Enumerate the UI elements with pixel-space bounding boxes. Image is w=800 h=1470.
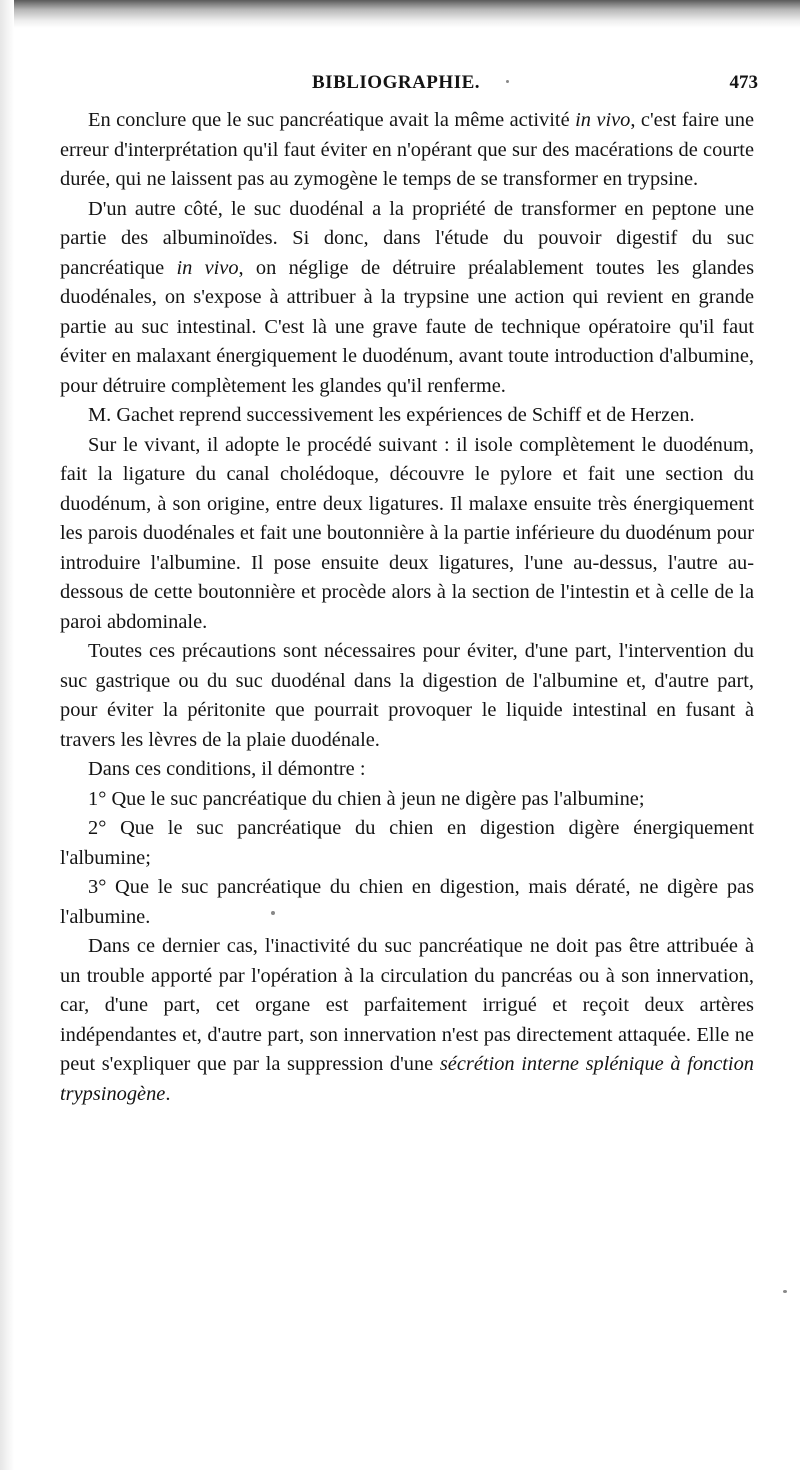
paragraph-3 <box>60 401 754 431</box>
paragraph-5-text: Toutes ces précautions sont nécessaires pour éviter, d'une part, l'intervention du suc gastrique ou du suc duodénal dans la digestion de l'albumine et, d'autre part, pour éviter la péritonite que pourrait provoquer le liquide intestinal en fusant à travers les lèvres de la plaie duodénale. <box>60 640 754 751</box>
scan-left-edge <box>0 0 14 1470</box>
paragraph-4 <box>60 431 754 638</box>
page-number: 473 <box>729 72 758 93</box>
paragraph-5 <box>60 637 754 755</box>
paragraph-2 <box>60 195 754 402</box>
running-title: BIBLIOGRAPHIE. <box>312 72 481 93</box>
paragraph-7-text-b: . <box>165 1082 171 1105</box>
paragraph-6 <box>60 755 754 785</box>
paragraph-7-text-a: Dans ce dernier cas, l'inactivité du suc pancréatique ne doit pas être attribuée à un trouble apporté par l'opération à la circulation du pancréas ou à son innervation, car, d'une part, cet organe est parfaitement irrigué et reçoit deux artères indépendantes et, d'autre part, son innervation n'est pas directement attaquée. Elle ne peut s'expliquer que par la suppression d'une <box>60 935 754 1075</box>
list-item-3-text: 3° Que le suc pancréatique du chien en digestion, mais dératé, ne digère pas l'albumine. <box>60 876 754 928</box>
paragraph-2-italic: in vivo <box>176 256 239 279</box>
paragraph-7-italic: sécrétion interne splénique à fonction trypsinogène <box>60 1053 754 1105</box>
paragraph-2-text-b: , on néglige de détruire préalablement toutes les glandes duodénales, on s'expose à attribuer à la trypsine une action qui revient en grande partie au suc intestinal. C'est là une grave faute de technique opératoire qu'il faut éviter en malaxant énergiquement le duodénum, avant toute introduction d'albumine, pour détruire complètement les glandes qu'il renferme. <box>60 256 755 397</box>
paragraph-1-text-a: En conclure que le suc pancréatique avait la même activité <box>88 109 576 131</box>
book-page <box>60 68 758 1109</box>
paragraph-2-text-a: D'un autre côté, le suc duodénal a la propriété de transformer en peptone une partie des albuminoïdes. Si donc, dans l'étude du pouvoir digestif du suc pancréatique <box>60 197 754 279</box>
scan-speck <box>783 1290 787 1293</box>
body-text <box>60 106 754 1109</box>
paragraph-6-text: Dans ces conditions, il démontre : <box>88 758 366 780</box>
paragraph-3-text: M. Gachet reprend successivement les expériences de Schiff et de Herzen. <box>88 404 695 426</box>
scan-speck <box>271 911 275 915</box>
list-item-1 <box>60 785 754 815</box>
page-header <box>60 68 758 106</box>
paragraph-7 <box>60 932 754 1109</box>
list-item-3 <box>60 873 754 932</box>
paragraph-1 <box>60 106 754 195</box>
paragraph-1-text-b: , c'est faire une erreur d'interprétation qu'il faut éviter en n'opérant que sur des macérations de courte durée, qui ne laissent pas au zymogène le temps de se transformer en trypsine. <box>60 109 754 190</box>
paragraph-1-italic: in vivo <box>575 109 631 131</box>
list-item-2 <box>60 814 754 873</box>
scan-top-edge <box>0 0 800 28</box>
list-item-1-text: 1° Que le suc pancréatique du chien à jeun ne digère pas l'albumine; <box>88 787 645 810</box>
list-item-2-text: 2° Que le suc pancréatique du chien en digestion digère énergiquement l'albumine; <box>60 817 754 869</box>
scan-speck <box>506 80 509 83</box>
paragraph-4-text: Sur le vivant, il adopte le procédé suivant : il isole complètement le duodénum, fait la ligature du canal cholédoque, découvre le pylore et fait une section du duodénum, à son origine, entre deux ligatures. Il malaxe ensuite très énergiquement les parois duodénales et fait une boutonnière à la partie inférieure du duodénum pour introduire l'albumine. Il pose ensuite deux ligatures, l'une au-dessus, l'autre au-dessous de cette boutonnière et procède alors à la section de l'intestin et à celle de la paroi abdominale. <box>60 433 754 633</box>
